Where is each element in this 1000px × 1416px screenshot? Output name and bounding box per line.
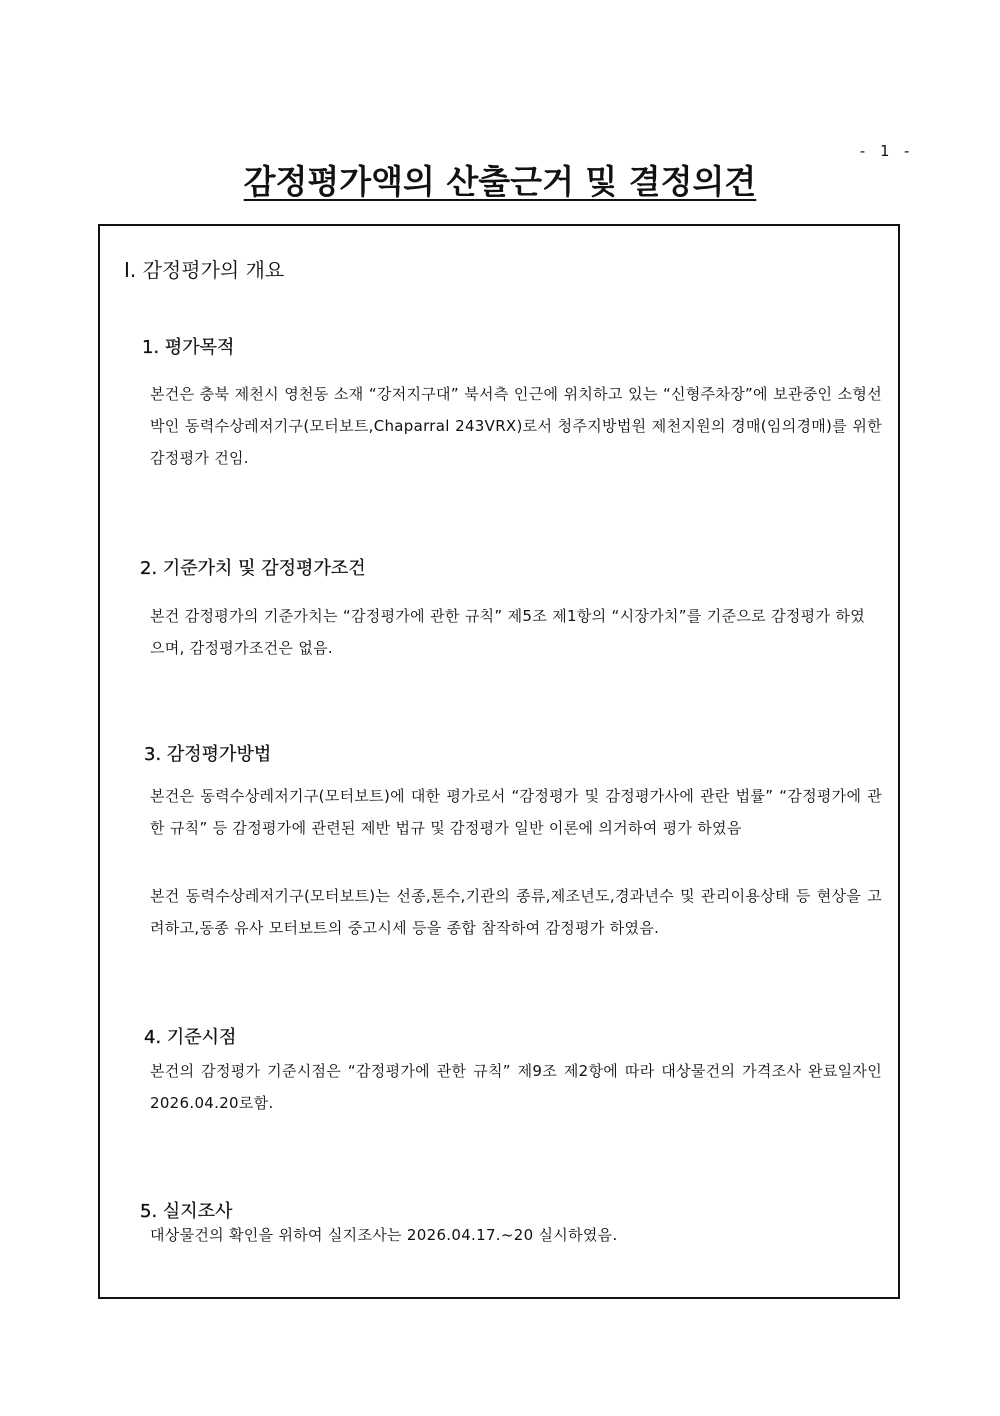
document-title	[0, 160, 1000, 204]
section-heading-base-date: 4. 기준시점	[144, 1027, 237, 1048]
section-paragraph-purpose: 본건은 충북 제천시 영천동 소재 “강저지구대” 북서측 인근에 위치하고 있는 “신형주차장”에 보관중인 소형선박인 동력수상레저기구(모터보트,Chaparral 243VRX)로서 청주지방법원 제천지원의 경매(임의경매)를 위한 감정평가 건임.	[150, 385, 882, 467]
section-paragraph-base-date: 본건의 감정평가 기준시점은 “감정평가에 관한 규칙” 제9조 제2항에 따라 대상물건의 가격조사 완료일자인 2026.04.20로함.	[150, 1062, 882, 1112]
section-paragraph-field-survey: 대상물건의 확인을 위하여 실지조사는 2026.04.17.~20 실시하였음.	[150, 1226, 618, 1244]
section-heading-basis-value: 2. 기준가치 및 감정평가조건	[140, 558, 366, 579]
section-paragraph-method-1: 본건은 동력수상레저기구(모터보트)에 대한 평가로서 “감정평가 및 감정평가사에 관란 법률” “감정평가에 관한 규칙” 등 감정평가에 관련된 제반 법규 및 감정평가 일반 이론에 의거하여 평가 하였음	[150, 787, 882, 837]
section-paragraph-method-2: 본건 동력수상레저기구(모터보트)는 선종,톤수,기관의 종류,제조년도,경과년수 및 관리이용상태 등 현상을 고려하고,동종 유사 모터보트의 중고시세 등을 종합 참작하여 감정평가 하였음.	[150, 887, 882, 937]
section-heading-purpose: 1. 평가목적	[142, 337, 235, 358]
page-number: - 1 -	[858, 142, 914, 160]
section-heading-method: 3. 감정평가방법	[144, 744, 272, 765]
section-paragraph-basis-value: 본건 감정평가의 기준가치는 “감정평가에 관한 규칙” 제5조 제1항의 “시장가치”를 기준으로 감정평가 하였으며, 감정평가조건은 없음.	[150, 607, 865, 657]
chapter-heading: Ⅰ. 감정평가의 개요	[124, 258, 285, 282]
section-heading-field-survey: 5. 실지조사	[140, 1201, 233, 1222]
document-title-text: 감정평가액의 산출근거 및 결정의견	[243, 162, 757, 201]
